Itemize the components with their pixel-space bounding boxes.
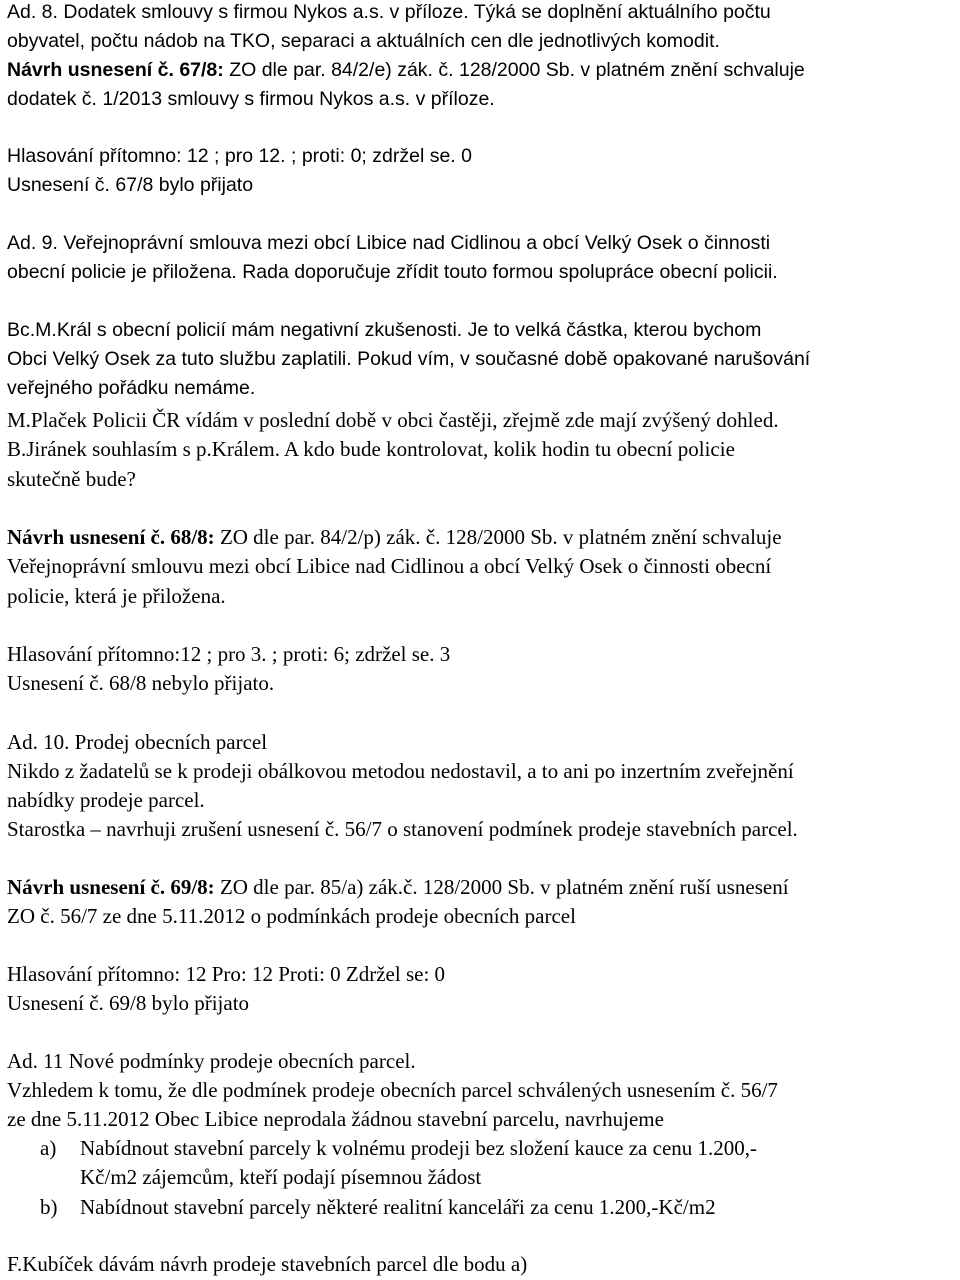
ad9-proposal-2: Veřejnoprávní smlouvu mezi obcí Libice nad Cidlinou a obcí Velký Osek o činnosti obecní: [7, 554, 772, 578]
ad10-line-2: Nikdo z žadatelů se k prodeji obálkovou metodou nedostavil, a to ani po inzertním zveřejnění: [7, 759, 794, 783]
ad10-proposal-1: [7, 874, 789, 900]
ad9-discussion-4: M.Plaček Policii ČR vídám v poslední době v obci častěji, zřejmě zde mají zvýšený dohled.: [7, 408, 779, 432]
ad9-line-2: obecní policie je přiložena. Rada doporučuje zřídit touto formou spolupráce obecní policii.: [7, 261, 778, 283]
ad8-line-2: obyvatel, počtu nádob na TKO, separaci a aktuálních cen dle jednotlivých komodit.: [7, 30, 720, 52]
resolution-label: Návrh usnesení č. 68/8:: [7, 525, 215, 549]
resolution-text: ZO dle par. 84/2/e) zák. č. 128/2000 Sb. v platném znění schvaluje: [223, 59, 805, 81]
ad9-discussion-3: veřejného pořádku nemáme.: [7, 377, 256, 399]
ad10-result: Usnesení č. 69/8 bylo přijato: [7, 991, 250, 1015]
ad8-line-4: dodatek č. 1/2013 smlouvy s firmou Nykos a.s. v příloze.: [7, 88, 495, 110]
ad9-line-1: Ad. 9. Veřejnoprávní smlouva mezi obcí Libice nad Cidlinou a obcí Velký Osek o činnosti: [7, 232, 771, 254]
list-item-a-text-2: Kč/m2 zájemcům, kteří podají písemnou žádost: [80, 1165, 482, 1189]
ad10-heading: Ad. 10. Prodej obecních parcel: [7, 730, 268, 754]
ad11-line-3: ze dne 5.11.2012 Obec Libice neprodala žádnou stavební parcelu, navrhujeme: [7, 1107, 664, 1131]
ad9-discussion-2: Obci Velký Osek za tuto službu zaplatili. Pokud vím, v současné době opakované narušování: [7, 348, 811, 370]
ad10-proposal-2: ZO č. 56/7 ze dne 5.11.2012 o podmínkách prodeje obecních parcel: [7, 904, 576, 928]
ad9-proposal-3: policie, která je přiložena.: [7, 584, 226, 608]
resolution-text: ZO dle par. 84/2/p) zák. č. 128/2000 Sb. v platném znění schvaluje: [214, 525, 782, 549]
resolution-text: ZO dle par. 85/a) zák.č. 128/2000 Sb. v platném znění ruší usnesení: [214, 875, 789, 899]
ad9-discussion-1: Bc.M.Král s obecní policií mám negativní zkušenosti. Je to velká částka, kterou bychom: [7, 319, 762, 341]
ad8-result: Usnesení č. 67/8 bylo přijato: [7, 174, 254, 196]
list-item-a-label: a): [40, 1136, 57, 1160]
ad10-line-3: nabídky prodeje parcel.: [7, 788, 205, 812]
ad11-final-statement: F.Kubíček dávám návrh prodeje stavebních parcel dle bodu a): [7, 1252, 528, 1276]
ad9-vote: Hlasování přítomno:12 ; pro 3. ; proti: 6; zdržel se. 3: [7, 642, 451, 666]
ad11-heading: Ad. 11 Nové podmínky prodeje obecních parcel.: [7, 1049, 416, 1073]
ad9-proposal-1: [7, 524, 782, 550]
ad11-line-2: Vzhledem k tomu, že dle podmínek prodeje obecních parcel schválených usnesením č. 56/7: [7, 1078, 778, 1102]
ad8-line-1: Ad. 8. Dodatek smlouvy s firmou Nykos a.s. v příloze. Týká se doplnění aktuálního počtu: [7, 1, 771, 23]
list-item-b-text: Nabídnout stavební parcely některé realitní kanceláři za cenu 1.200,-Kč/m2: [80, 1195, 716, 1219]
ad10-vote: Hlasování přítomno: 12 Pro: 12 Proti: 0 Zdržel se: 0: [7, 962, 446, 986]
ad9-discussion-5: B.Jiránek souhlasím s p.Králem. A kdo bude kontrolovat, kolik hodin tu obecní policie: [7, 437, 735, 461]
list-item-b-label: b): [40, 1195, 58, 1219]
resolution-label: Návrh usnesení č. 67/8:: [7, 59, 224, 81]
ad8-line-3: [7, 57, 805, 83]
list-item-a-text-1: Nabídnout stavební parcely k volnému prodeji bez složení kauce za cenu 1.200,-: [80, 1136, 758, 1160]
resolution-label: Návrh usnesení č. 69/8:: [7, 875, 215, 899]
ad8-vote: Hlasování přítomno: 12 ; pro 12. ; proti: 0; zdržel se. 0: [7, 145, 472, 167]
ad9-discussion-6: skutečně bude?: [7, 467, 136, 491]
ad9-result: Usnesení č. 68/8 nebylo přijato.: [7, 671, 275, 695]
ad10-line-4: Starostka – navrhuji zrušení usnesení č. 56/7 o stanovení podmínek prodeje stavebních parcel.: [7, 817, 798, 841]
